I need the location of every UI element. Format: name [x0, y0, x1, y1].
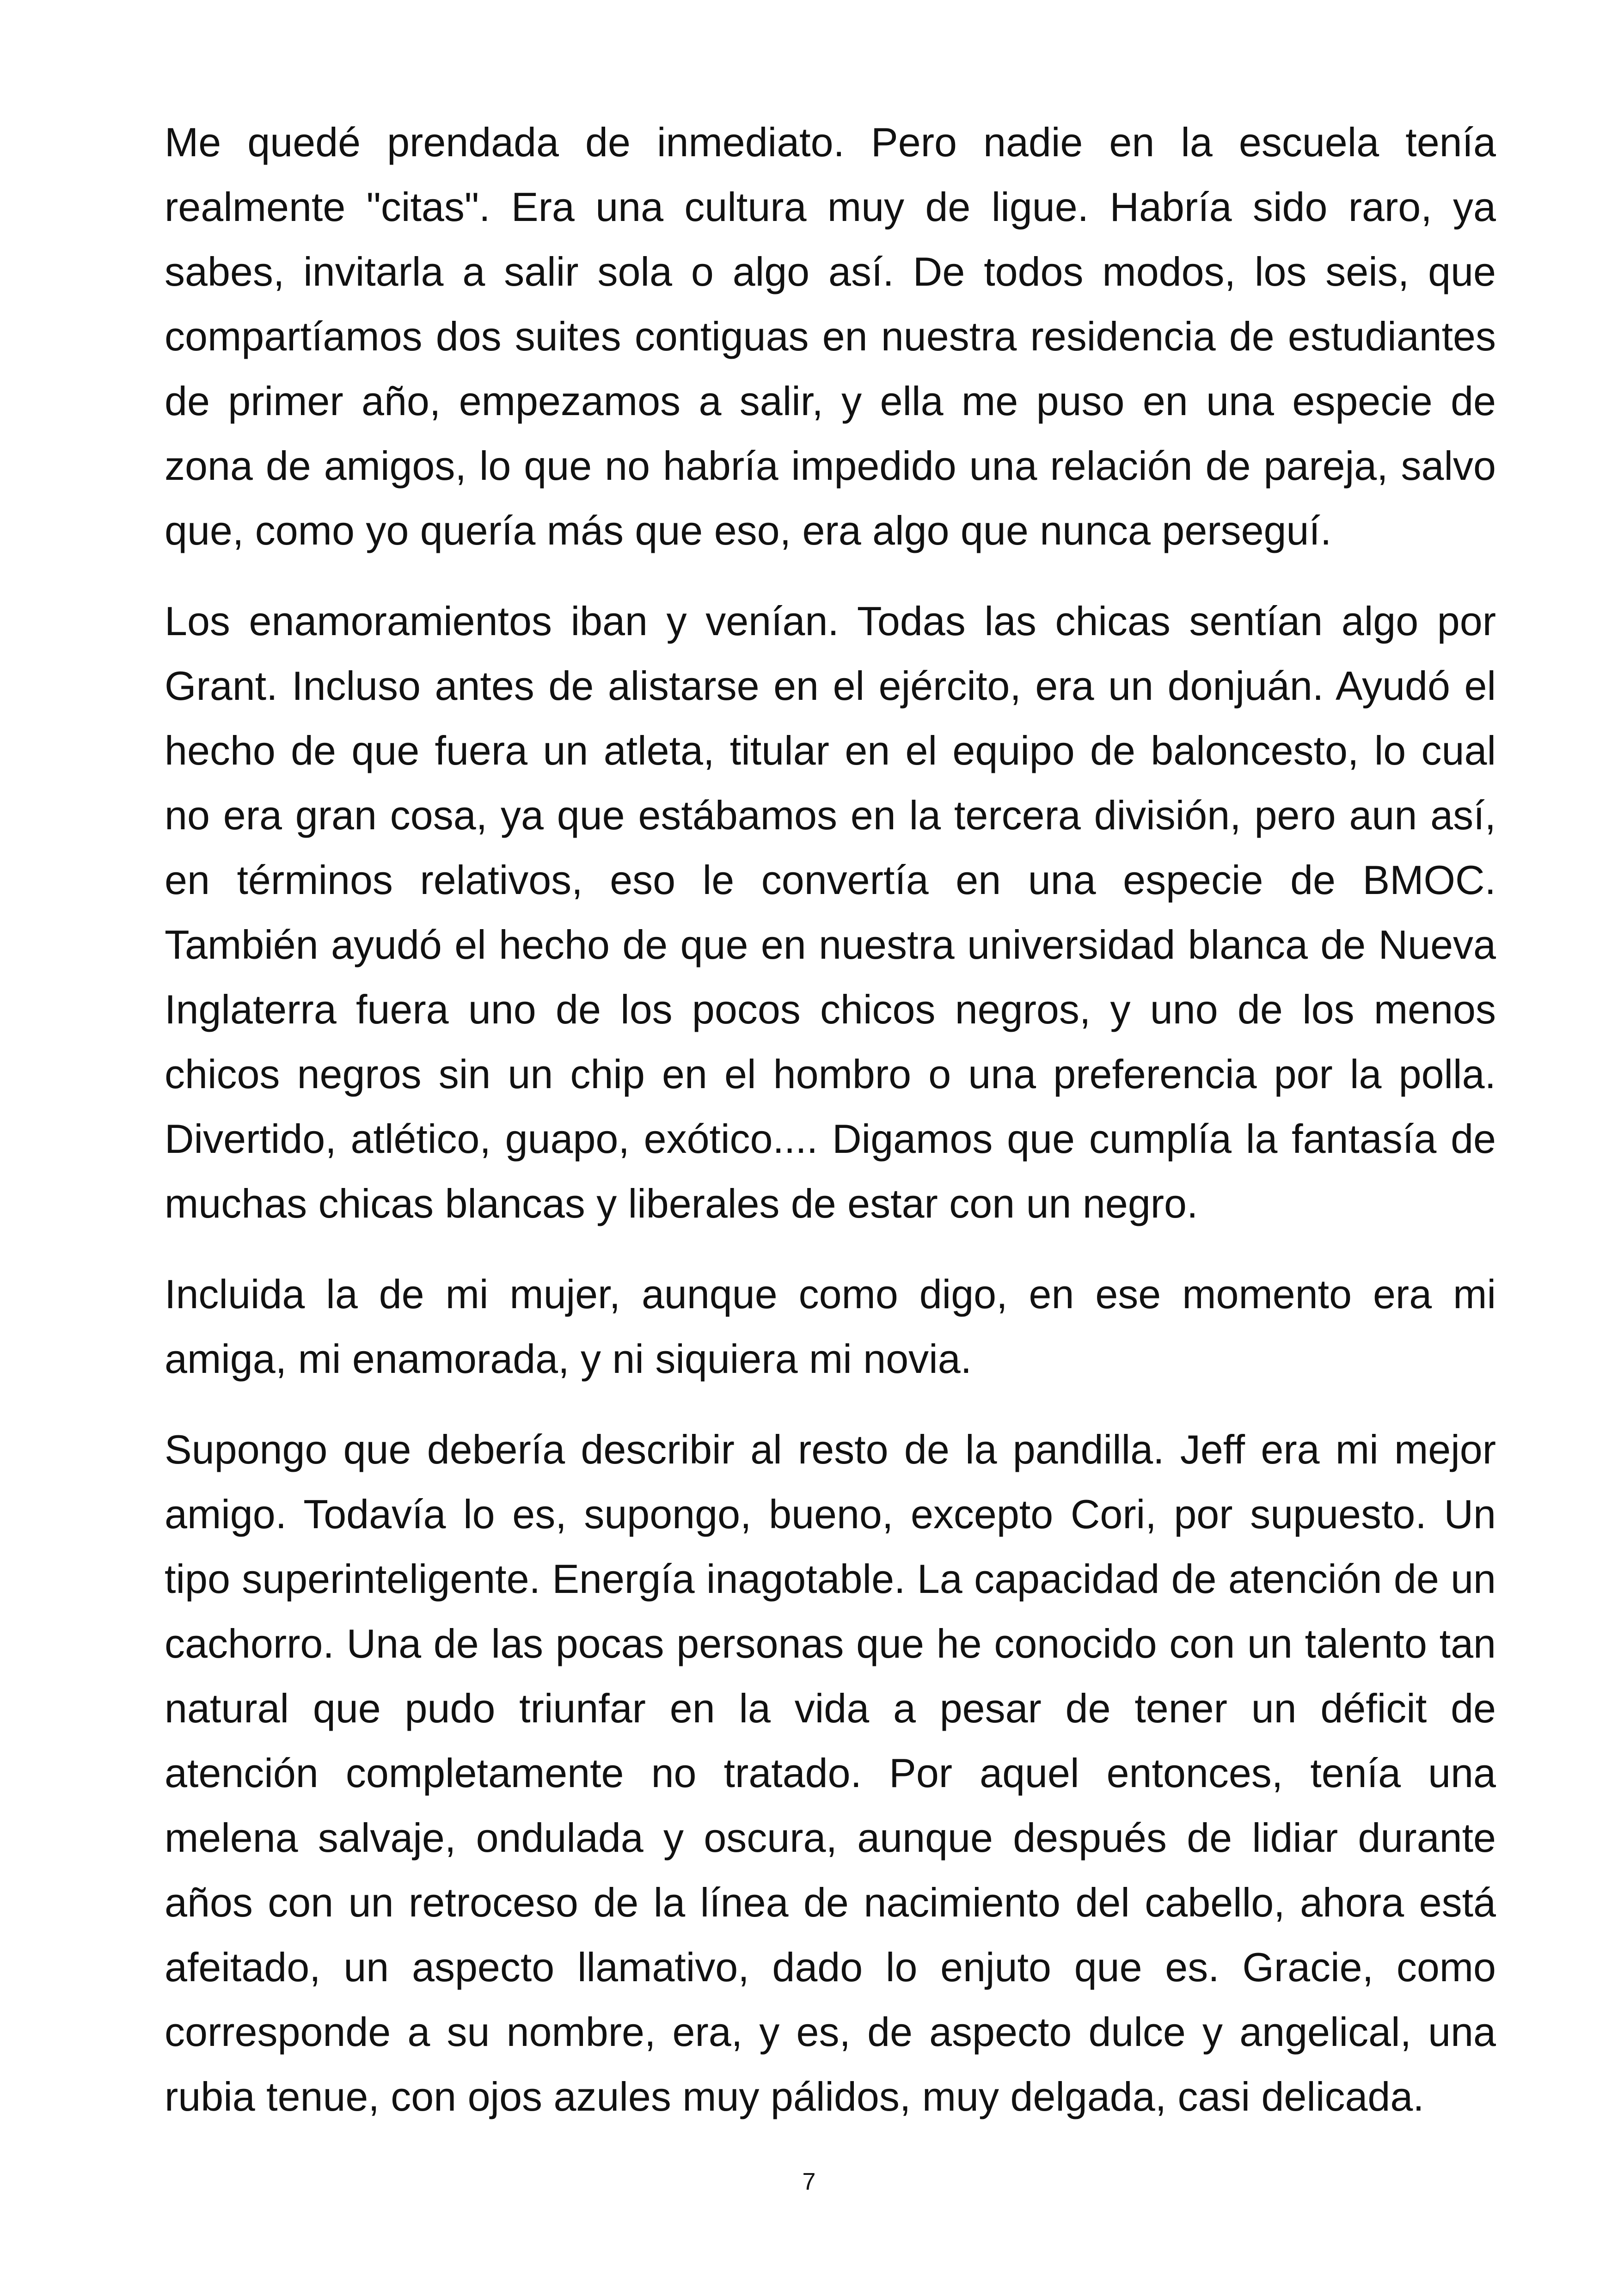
paragraph: Los enamoramientos iban y venían. Todas las chicas sentían algo por Grant. Incluso antes de alistarse en el ejército, era un donjuán. Ayudó el hecho de que fuera un atleta, titular en el equipo de baloncesto, lo cual no era gran cosa, ya que estábamos en la tercera división, pero aun así, en términos relativos, eso le convertía en una especie de BMOC. También ayudó el hecho de que en nuestra universidad blanca de Nueva Inglaterra fuera uno de los pocos chicos negros, y uno de los menos chicos negros sin un chip en el hombro o una preferencia por la polla. Divertido, atlético, guapo, exótico.... Digamos que cumplía la fantasía de muchas chicas blancas y liberales de estar con un negro. — [165, 598, 1496, 1226]
paragraph: Supongo que debería describir al resto de la pandilla. Jeff era mi mejor amigo. Todavía lo es, supongo, bueno, excepto Cori, por supuesto. Un tipo superinteligente. Energía inagotable. La capacidad de atención de un cachorro. Una de las pocas personas que he conocido con un talento tan natural que pudo triunfar en la vida a pesar de tener un déficit de atención completamente no tratado. Por aquel entonces, tenía una melena salvaje, ondulada y oscura, aunque después de lidiar durante años con un retroceso de la línea de nacimiento del cabello, ahora está afeitado, un aspecto llamativo, dado lo enjuto que es. Gracie, como corresponde a su nombre, era, y es, de aspecto dulce y angelical, una rubia tenue, con ojos azules muy pálidos, muy delgada, casi delicada. — [165, 1427, 1496, 2119]
page-number: 7 — [802, 2168, 816, 2195]
paragraph: Incluida la de mi mujer, aunque como digo, en ese momento era mi amiga, mi enamorada, y ni siquiera mi novia. — [165, 1271, 1496, 1382]
paragraph: Me quedé prendada de inmediato. Pero nadie en la escuela tenía realmente "citas". Era una cultura muy de ligue. Habría sido raro, ya sabes, invitarla a salir sola o algo así. De todos modos, los seis, que compartíamos dos suites contiguas en nuestra residencia de estudiantes de primer año, empezamos a salir, y ella me puso en una especie de zona de amigos, lo que no habría impedido una relación de pareja, salvo que, como yo quería más que eso, era algo que nunca perseguí. — [165, 119, 1496, 553]
body-text — [165, 110, 1496, 2129]
